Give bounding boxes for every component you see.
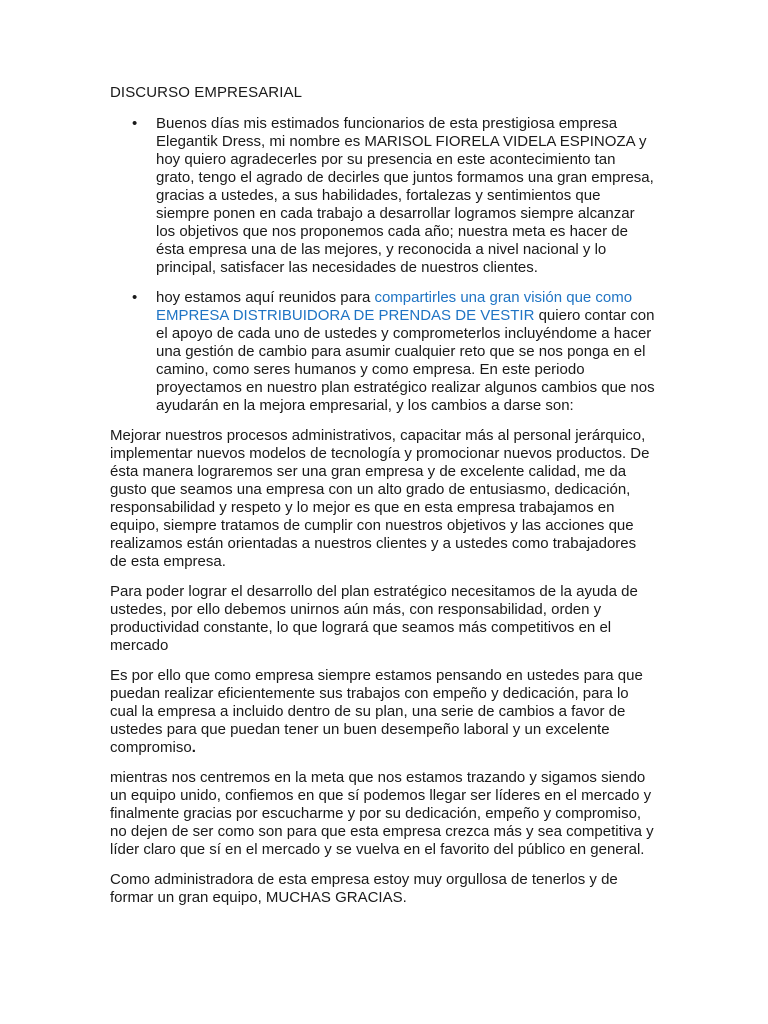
paragraph-commitment-text: Es por ello que como empresa siempre estamos pensando en ustedes para que puedan realizar eficientemente sus trabajos con empeño y dedicación, para lo cual la empresa a incluido dentro de su plan, una serie de cambios a favor de ustedes para que puedan tener un buen desempeño laboral y un excelente compromiso bbox=[110, 667, 643, 756]
bullet-item-greeting bbox=[110, 115, 656, 277]
document-title: DISCURSO EMPRESARIAL bbox=[110, 84, 303, 101]
bullet-text-after: quiero contar con el apoyo de cada uno de ustedes y comprometerlos incluyéndome a hacer una gestión de cambio para asumir cualquier reto que se nos ponga en el camino, como seres humanos y como empresa. En este periodo proyectamos en nuestro plan estratégico realizar algunos cambios que nos ayudarán en la mejora empresarial, y los cambios a darse son: bbox=[156, 307, 655, 414]
paragraph-thanks: Como administradora de esta empresa estoy muy orgullosa de tenerlos y de formar un gran equipo, MUCHAS GRACIAS. bbox=[110, 871, 618, 906]
paragraph-commitment bbox=[110, 667, 656, 757]
paragraph-strategic-plan: Para poder lograr el desarrollo del plan estratégico necesitamos de la ayuda de ustedes, por ello debemos unirnos aún más, con responsabilidad, orden y productividad constante, lo que logrará que seamos más competitivos en el mercado bbox=[110, 583, 638, 654]
paragraph-improvements: Mejorar nuestros procesos administrativos, capacitar más al personal jerárquico, implementar nuevos modelos de tecnología y promocionar nuevos productos. De ésta manera lograremos ser una gran empresa y de excelente calidad, me da gusto que seamos una empresa con un alto grado de entusiasmo, dedicación, responsabilidad y respeto y lo mejor es que en esta empresa trabajamos en equipo, siempre tratamos de cumplir con nuestros objetivos y las acciones que realizamos están orientadas a nuestros clientes y a ustedes como trabajadores de esta empresa. bbox=[110, 427, 650, 570]
bullet-list bbox=[110, 115, 656, 415]
bullet-icon: • bbox=[132, 115, 138, 132]
bullet-text-before: hoy estamos aquí reunidos para bbox=[156, 289, 375, 306]
bullet-icon: • bbox=[132, 289, 138, 306]
paragraph-end-period: . bbox=[191, 739, 196, 756]
paragraph-closing: mientras nos centremos en la meta que nos estamos trazando y sigamos siendo un equipo unido, confiemos en que sí podemos llegar ser líderes en el mercado y finalmente gracias por escucharme y por su dedicación, empeño y compromiso, no dejen de ser como son para que esta empresa crezca más y sea competitiva y líder claro que sí en el mercado y se vuelva en el favorito del público en general. bbox=[110, 769, 654, 858]
bullet-text: Buenos días mis estimados funcionarios de esta prestigiosa empresa Elegantik Dress, mi nombre es MARISOL FIORELA VIDELA ESPINOZA y hoy quiero agradecerles por su presencia en este acontecimiento tan grato, tengo el agrado de decirles que juntos formamos una gran empresa, gracias a ustedes, a sus habilidades, fortalezas y sentimientos que siempre ponen en cada trabajo a desarrollar logramos siempre alcanzar los objetivos que nos proponemos cada año; nuestra meta es hacer de ésta empresa una de las mejores, y reconocida a nivel nacional y lo principal, satisfacer las necesidades de nuestros clientes. bbox=[156, 115, 654, 276]
bullet-item-vision bbox=[110, 289, 656, 415]
highlighted-link[interactable]: compartirles una gran visión que como EMPRESA DISTRIBUIDORA DE PRENDAS DE VESTIR bbox=[156, 289, 633, 324]
